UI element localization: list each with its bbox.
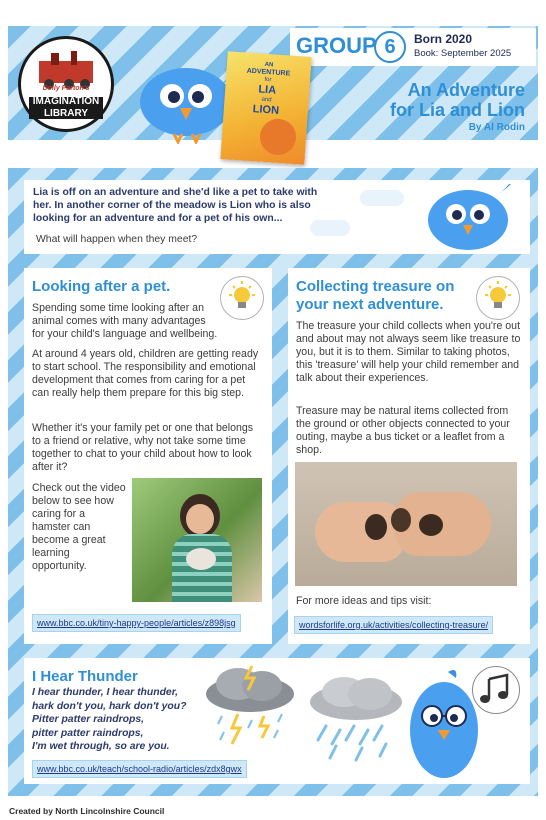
intro-text: Lia is off on an adventure and she'd like a pet to take with her. In another corner of the meadow is Lion who is also looking for an adventure and for a pet of his own... bbox=[33, 187, 318, 224]
book-cover-lion bbox=[259, 118, 297, 156]
treasure-card-title-line2: your next adventure. bbox=[296, 296, 444, 313]
lightbulb-icon bbox=[476, 276, 520, 320]
treasure-card bbox=[288, 268, 530, 644]
treasure-card-p2: Treasure may be natural items collected from the ground or other objects connected to your outing, maybe a bus ticket or a leaflet from a shop. bbox=[296, 405, 510, 456]
book-cover-line2: ADVENTURE bbox=[246, 67, 291, 78]
treasure-card-title-line1: Collecting treasure on bbox=[296, 278, 455, 295]
pet-card-p4: Check out the video below to see how caring for a hamster can become a great learning opportunity. bbox=[32, 482, 126, 572]
intro-cloud-left bbox=[310, 220, 350, 236]
book-author: By Al Rodin bbox=[468, 122, 525, 133]
book-title-line2: for Lia and Lion bbox=[390, 100, 525, 120]
lightbulb-icon bbox=[220, 276, 264, 320]
footer-credit: Created by North Lincolnshire Council bbox=[9, 806, 165, 816]
group-number-badge: 6 bbox=[374, 31, 406, 63]
photo-cone-2 bbox=[391, 508, 411, 532]
group-label: GROUP bbox=[296, 33, 377, 58]
storm-cloud-icon bbox=[202, 664, 298, 750]
book-cover-line4: LIA bbox=[257, 83, 277, 97]
song-card-title: I Hear Thunder bbox=[32, 668, 138, 685]
song-line: hark don't you, hark don't you? bbox=[32, 700, 187, 712]
song-lyrics bbox=[32, 686, 222, 754]
book-cover-line3: for bbox=[264, 76, 272, 84]
intro-bird-icon bbox=[422, 184, 518, 254]
book-cover bbox=[220, 51, 311, 165]
treasure-card-link[interactable]: wordsforlife.org.uk/activities/collecting-treasure/ bbox=[294, 616, 493, 634]
intro-cloud-right bbox=[360, 190, 404, 206]
bird-with-glasses-icon bbox=[408, 668, 480, 784]
group-box bbox=[290, 28, 536, 66]
treasure-card-p1: The treasure your child collects when you're out and about may not always seem like treasure to you, but it is to them. Similar to taking photos, this 'treasure' will help your child remember and talk about their experiences. bbox=[296, 320, 521, 384]
book-cover-line1: AN bbox=[264, 61, 274, 69]
pet-card-p1: Spending some time looking after an animal comes with many advantages for your child's language and wellbeing. bbox=[32, 302, 218, 340]
song-card-link[interactable]: www.bbc.co.uk/teach/school-radio/articles/zdx8gwx bbox=[32, 760, 247, 778]
imagination-library-logo bbox=[18, 36, 114, 132]
logo-line3: LIBRARY bbox=[43, 108, 89, 119]
pet-card-p3: Whether it's your family pet or one that belongs to a friend or relative, why not take some time together to chat to your child about how to look after it? bbox=[32, 422, 254, 473]
treasure-card-more: For more ideas and tips visit: bbox=[296, 595, 432, 607]
photo-hand-left bbox=[315, 502, 405, 562]
born-year: Born 2020 bbox=[414, 32, 473, 46]
intro-question: What will happen when they meet? bbox=[36, 234, 198, 245]
photo-hamster bbox=[186, 548, 216, 570]
music-note-icon bbox=[472, 666, 520, 714]
book-date: Book: September 2025 bbox=[414, 48, 512, 59]
pet-card-link[interactable]: www.bbc.co.uk/tiny-happy-people/articles/z898jsg bbox=[32, 614, 241, 632]
song-line: Pitter patter raindrops, bbox=[32, 714, 145, 725]
book-title-line1: An Adventure bbox=[407, 80, 525, 100]
photo-cone-1 bbox=[365, 514, 387, 540]
logo-line1: Dolly Parton's bbox=[42, 85, 90, 92]
photo-child-face bbox=[186, 504, 214, 534]
logo-line2: IMAGINATION bbox=[32, 96, 100, 107]
song-line: I'm wet through, so are you. bbox=[32, 741, 170, 752]
book-cover-line5: and bbox=[261, 96, 272, 104]
book-cover-line6: LION bbox=[252, 103, 280, 117]
book-title bbox=[320, 80, 525, 133]
pet-card-title: Looking after a pet. bbox=[32, 278, 171, 295]
pet-card bbox=[24, 268, 272, 644]
intro-card bbox=[24, 180, 530, 254]
child-hamster-photo bbox=[132, 478, 262, 602]
rain-cloud-icon bbox=[306, 674, 406, 766]
song-line: pitter patter raindrops, bbox=[32, 727, 144, 739]
song-line: I hear thunder, I hear thunder, bbox=[32, 687, 179, 698]
pet-card-p2: At around 4 years old, children are getting ready to start school. The responsibility and emotional development that comes from caring for a pet can really help them prepare for this big step. bbox=[32, 348, 259, 399]
treasure-hands-photo bbox=[295, 462, 517, 586]
song-card bbox=[24, 658, 530, 784]
photo-cone-3 bbox=[419, 514, 443, 536]
